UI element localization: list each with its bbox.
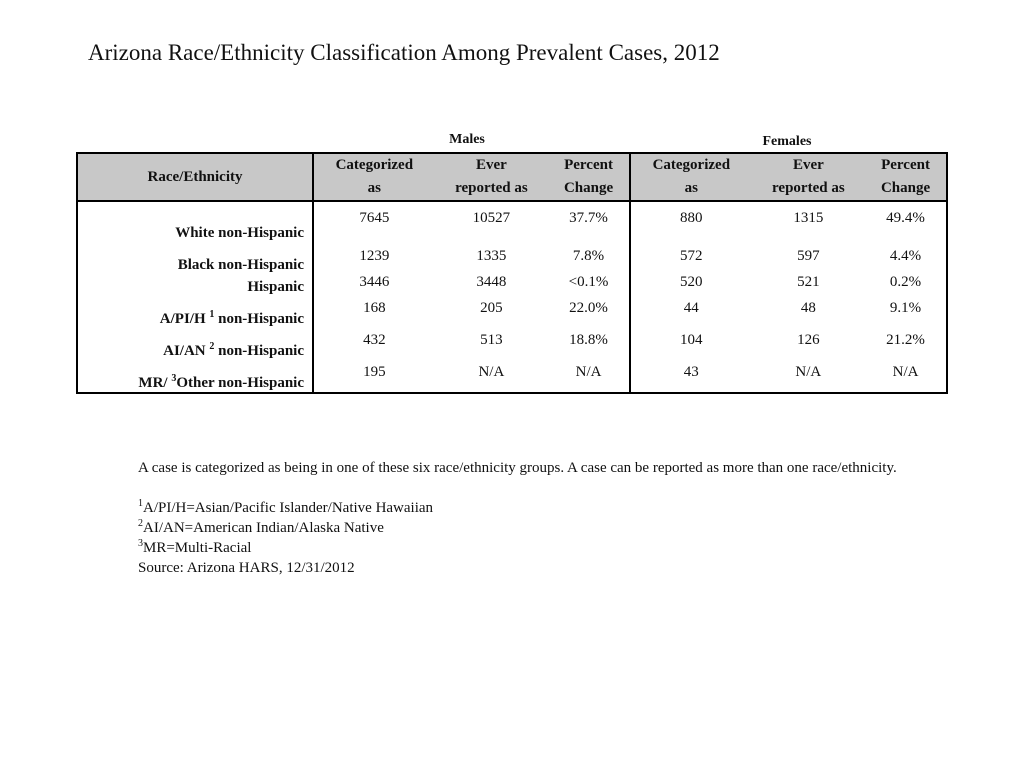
females-ever-cell: 597 <box>797 248 820 264</box>
males-percent-cell: 7.8% <box>548 242 630 274</box>
males-ever-cell: 513 <box>480 332 503 348</box>
males-categorized-header: Categorized as <box>313 153 435 201</box>
race-cell: Hispanic <box>77 274 313 296</box>
females-categorized-cell: 104 <box>680 332 703 348</box>
males-percent-cell: 18.8% <box>548 328 630 360</box>
note-main: A case is categorized as being in one of these six race/ethnicity groups. A case can be reported as more than one race/ethnicity. <box>138 460 897 476</box>
males-percent-cell: <0.1% <box>548 274 630 296</box>
females-categorized-cell: 43 <box>683 364 699 380</box>
table-row <box>77 360 947 393</box>
race-ethnicity-table <box>76 152 948 394</box>
race-cell: AI/AN $^2$ non-Hispanic <box>77 328 313 360</box>
table-row <box>77 296 947 328</box>
males-ever-cell: 1335 <box>476 248 507 264</box>
females-ever-reported-header: Ever reported as <box>752 153 865 201</box>
females-percent-cell: 4.4% <box>889 248 922 264</box>
footnotes <box>138 458 938 578</box>
females-ever-cell: 1315 <box>793 210 824 226</box>
males-categorized-cell: 3446 <box>359 274 390 290</box>
table-row <box>77 328 947 360</box>
males-percent-cell: 22.0% <box>548 296 630 328</box>
males-ever-cell: 10527 <box>472 210 511 226</box>
males-categorized-cell: 195 <box>363 364 386 380</box>
table-row <box>77 242 947 274</box>
footnote-3: $^3$MR=Multi-Racial <box>138 538 252 556</box>
table-row <box>77 201 947 242</box>
footnote-1: $^1$A/PI/H=Asian/Pacific Islander/Native Hawaiian <box>138 498 434 516</box>
race-cell: MR/ $^3$Other non-Hispanic <box>77 360 313 393</box>
males-categorized-cell: 7645 <box>359 210 390 226</box>
footnote-2: $^2$AI/AN=American Indian/Alaska Native <box>138 518 384 536</box>
males-ever-cell: 205 <box>480 300 503 316</box>
females-ever-cell: 126 <box>797 332 820 348</box>
race-ethnicity-header: Race/Ethnicity <box>77 153 313 201</box>
females-percent-change-header: Percent Change <box>865 153 947 201</box>
males-percent-change-header: Percent Change <box>548 153 630 201</box>
race-cell: White non-Hispanic <box>77 201 313 242</box>
race-cell: A/PI/H $^1$ non-Hispanic <box>77 296 313 328</box>
females-ever-cell: N/A <box>795 364 822 380</box>
males-categorized-cell: 168 <box>363 300 386 316</box>
females-percent-cell: 21.2% <box>886 332 925 348</box>
males-percent-cell: 37.7% <box>548 201 630 242</box>
females-percent-cell: N/A <box>892 364 919 380</box>
source-note: Source: Arizona HARS, 12/31/2012 <box>138 560 355 576</box>
males-categorized-cell: 1239 <box>359 248 390 264</box>
females-categorized-cell: 572 <box>680 248 703 264</box>
females-group-label: Females <box>762 134 812 149</box>
females-percent-cell: 0.2% <box>889 274 922 290</box>
males-categorized-cell: 432 <box>363 332 386 348</box>
race-cell: Black non-Hispanic <box>77 242 313 274</box>
females-categorized-cell: 44 <box>683 300 699 316</box>
females-categorized-cell: 520 <box>680 274 703 290</box>
males-percent-cell: N/A <box>548 360 630 393</box>
table-row <box>77 274 947 296</box>
females-categorized-header: Categorized as <box>630 153 752 201</box>
females-ever-cell: 521 <box>797 274 820 290</box>
females-categorized-cell: 880 <box>680 210 703 226</box>
page-title: Arizona Race/Ethnicity Classification Among Prevalent Cases, 2012 <box>88 40 720 65</box>
males-ever-cell: N/A <box>478 364 505 380</box>
females-percent-cell: 49.4% <box>886 210 925 226</box>
females-percent-cell: 9.1% <box>889 300 922 316</box>
males-ever-reported-header: Ever reported as <box>435 153 548 201</box>
males-group-label: Males <box>449 132 485 147</box>
females-ever-cell: 48 <box>800 300 816 316</box>
males-ever-cell: 3448 <box>476 274 507 290</box>
table-header-row <box>77 153 947 201</box>
